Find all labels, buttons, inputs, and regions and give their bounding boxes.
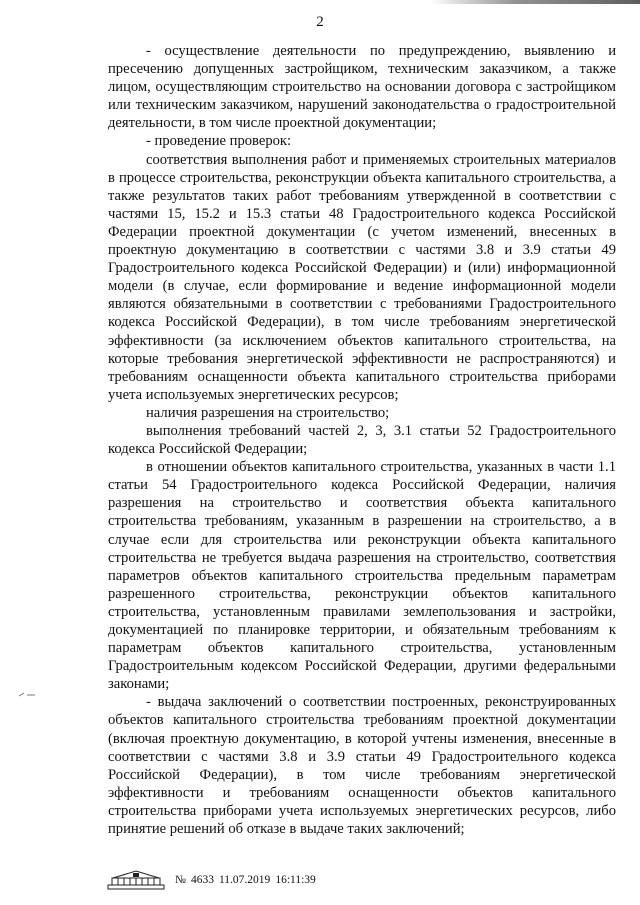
paragraph-permit: наличия разрешения на строительство; — [146, 404, 390, 421]
paragraph-conclusions: - выдача заключений о соответствии построенных, реконструированных объектов капитального строительства требованиям проектной документации (включая проектную документацию, в которой учтены изменения, внесенные в соответствии с частями 3.8 и 3.9 статьи 49 Градостроительного кодекса Российской Федерации), в том числе требованиям энергетической эффективности и требованиям оснащенности объектов капитального строительства приборами учета используемых энергетических ресурсов, либо принятие решений об отказе в выдаче таких заключений; — [108, 694, 616, 838]
building-emblem-icon — [107, 870, 165, 890]
paragraph-inspections-heading: - проведение проверок: — [146, 133, 292, 150]
document-body — [108, 42, 616, 838]
document-number: 4633 — [190, 874, 214, 886]
page-number: 2 — [316, 14, 324, 30]
registration-footer — [107, 870, 316, 890]
document-time: 16:11:39 — [275, 874, 316, 886]
paragraph-oversight: - осуществление деятельности по предупреждению, выявлению и пресечению допущенных застройщиком, техническим заказчиком, а также лицом, осуществляющим строительство на основании договора с застройщиком или техническим заказчиком, нарушений законодательства о градостроительной деятельности, в том числе проектной документации; — [108, 43, 616, 132]
paragraph-requirements: выполнения требований частей 2, 3, 3.1 статьи 52 Градостроительного кодекса Российской Федерации; — [108, 422, 616, 458]
number-sign: № — [175, 874, 186, 886]
scan-edge-artifact — [430, 0, 640, 4]
paragraph-compliance: соответствия выполнения работ и применяемых строительных материалов в процессе строительства, реконструкции объекта капитального строительства, а также результатов таких работ требованиям утвержденной в соответствии с частями 15, 15.2 и 15.3 статьи 48 Градостроительного кодекса Российской Федерации проектной документации (с учетом изменений, внесенных в проектную документацию в соответствии с частями 3.8 и 3.9 статьи 49 Градостроительного кодекса Российской Федерации) и (или) информационной модели (в случае, если формирование и ведение информационной модели являются обязательными в соответствии с требованиями Градостроительного кодекса Российской Федерации), в том числе требованиям энергетической эффективности (за исключением объектов капитального строительства, на которые требования энергетической эффективности не распространяются) и требованиям оснащенности объекта капитального строительства приборами учета используемых энергетических ресурсов; — [108, 151, 616, 403]
document-date: 11.07.2019 — [218, 874, 271, 886]
registration-stamp — [175, 874, 316, 886]
margin-mark — [18, 690, 36, 698]
paragraph-objects: в отношении объектов капитального строительства, указанных в части 1.1 статьи 54 Градостроительного кодекса Российской Федерации, наличия разрешения на строительство и соответствия объекта капитального строительства требованиям, указанным в разрешении на строительство, а в случае если для строительства или реконструкции объекта капитального строительства не требуется выдача разрешения на строительство, соответствия параметров объектов капитального строительства предельным параметрам разрешенного строительства, реконструкции объектов капитального строительства, установленным правилами землепользования и застройки, документацией по планировке территории, и обязательным требованиям к параметрам объектов капитального строительства, установленным Градостроительным кодексом Российской Федерации, другими федеральными законами; — [108, 459, 616, 693]
